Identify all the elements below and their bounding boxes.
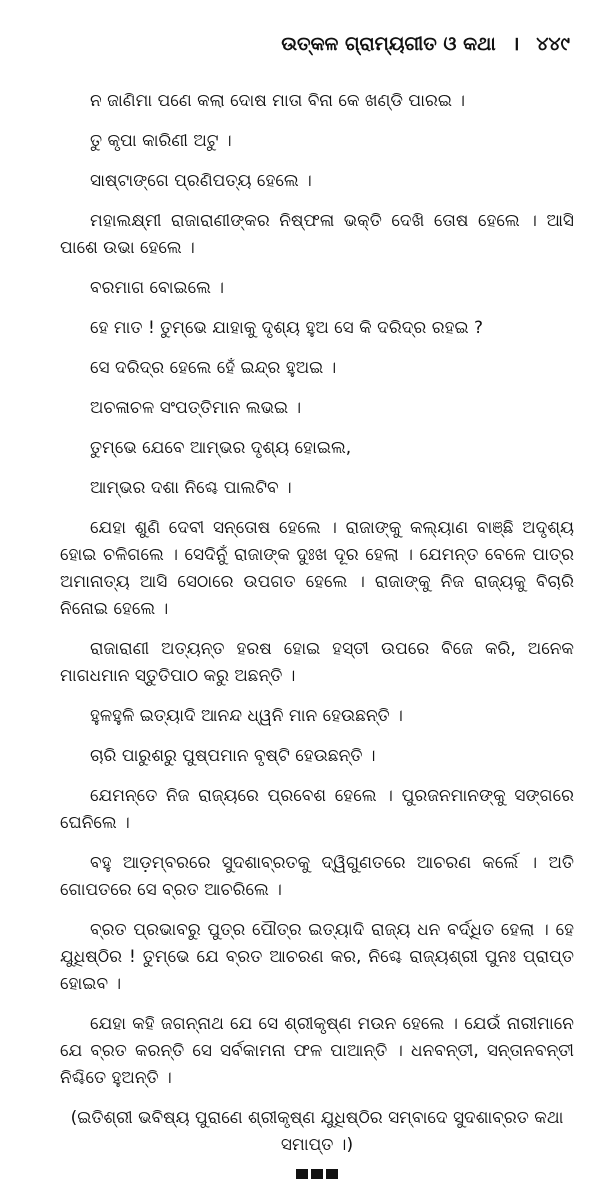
paragraph: ଅଚଳାଚଳ ସଂପତ୍ତିମାନ ଲଭଇ । [90, 398, 302, 418]
paragraph: ସାଷ୍ଟାଙ୍ଗେ ପ୍ରଣିପତ୍ୟ ହେଲେ । [90, 171, 312, 191]
paragraph: ସେ ଦରିଦ୍ର ହେଲେ ହେଁ ଇନ୍ଦ୍ର ହୁଅଇ । [90, 358, 337, 378]
paragraph: ନ ଜାଣିମା ପଣେ କଲା ଦୋଷ ମାତା ବିନା କେ ଖଣ୍ଡି ପାରଇ । [90, 91, 466, 111]
paragraph: ରାଜାରାଣୀ ଅତ୍ୟନ୍ତ ହରଷ ହୋଇ ହସ୍ତୀ ଉପରେ ବିଜେ କରି, ଅନେକ ମାଗଧମାନ ସ୍ତୁତିପାଠ କରୁ ଅଛନ୍ତି । [60, 639, 574, 686]
paragraph: ତୁ କୃପା କାରିଣୀ ଅଟୁ । [90, 131, 232, 151]
paragraph: ଆମ୍ଭର ଦଶା ନିଶ୍ଚେ ପାଲଟିବ । [90, 478, 292, 498]
paragraph: ତୁମ୍ଭେ ଯେବେ ଆମ୍ଭର ଦୃଶ୍ୟ ହୋଇଲ, [90, 438, 352, 458]
paragraph: ବ୍ରତ ପ୍ରଭାବରୁ ପୁତ୍ର ପୌତ୍ର ଇତ୍ୟାଦି ରାଜ୍ୟ ଧନ ବର୍ଦ୍ଧିତ ହେଲା । ହେ ଯୁଧିଷ୍ଠିର ! ତୁମ୍ଭେ ଯେ ବ୍ରତ ଆଚରଣ କର, ନିଶ୍ଚେ ରାଜ୍ୟଶ୍ରୀ ପୁନଃ ପ୍ରାପ୍ତ ହୋଇବ । [60, 920, 574, 994]
page-header [281, 30, 570, 56]
header-separator: । [512, 33, 520, 55]
paragraph: ମହାଲକ୍ଷ୍ମୀ ରାଜାରାଣୀଙ୍କର ନିଷ୍ଫଳା ଭକ୍ତି ଦେଖି ତୋଷ ହେଲେ । ଆସି ପାଶେ ଉଭା ହେଲେ । [60, 211, 574, 258]
paragraph: ବରମାଗ ବୋଇଲେ । [90, 278, 225, 298]
paragraph: ଯେହା ଶୁଣି ଦେବୀ ସନ୍ତୋଷ ହେଲେ । ରାଜାଙ୍କୁ କଲ୍ୟାଣ ବାଞ୍ଛି ଅଦୃଶ୍ୟ ହୋଇ ଚଳିଗଲେ । ସେଦିନୁଁ ରାଜାଙ୍କ ଦୁଃଖ ଦୂର ହେଲା । ଯେମନ୍ତ ବେଳେ ପାତ୍ର ଅମାନାତ୍ୟ ଆସି ସେଠାରେ ଉପଗତ ହେଲେ । ରାଜାଙ୍କୁ ନିଜ ରାଜ୍ୟକୁ ବିଚାରି ନିନୋଇ ହେଲେ । [60, 518, 574, 619]
paragraph: ଯେହା କହି ଜଗନ୍ନାଥ ଯେ ସେ ଶ୍ରୀକୃଷ୍ଣ ମଉନ ହେଲେ । ଯେଉଁ ନାରୀମାନେ ଯେ ବ୍ରତ କରନ୍ତି ସେ ସର୍ବକାମନା ଫଳ ପାଆନ୍ତି । ଧନବନ୍ତୀ, ସନ୍ତାନବନ୍ତୀ ନିଶ୍ଚିତେ ହୁଅନ୍ତି । [60, 1014, 574, 1088]
page-number: ୪୪୯ [536, 33, 570, 55]
end-mark-square [311, 1169, 323, 1179]
closing-colophon: (ଇତିଶ୍ରୀ ଭବିଷ୍ୟ ପୁରାଣେ ଶ୍ରୀକୃଷ୍ଣ ଯୁଧିଷ୍ଠିର ସମ୍ବାଦେ ସୁଦଶାବ୍ରତ କଥା ସମାପ୍ତ ।) [70, 1108, 564, 1155]
end-mark-square [326, 1169, 338, 1179]
paragraph: ଚାରି ପାରୁଶରୁ ପୁଷ୍ପମାନ ବୃଷ୍ଟି ହେଉଛନ୍ତି । [90, 746, 376, 766]
end-ornament [60, 1169, 574, 1179]
paragraph: ହୁଳହୁଳି ଇତ୍ୟାଦି ଆନନ୍ଦ ଧ୍ୱନି ମାନ ହେଉଛନ୍ତି । [90, 706, 403, 726]
page-body [60, 88, 574, 1179]
paragraph: ବହୁ ଆଡ଼ମ୍ବରରେ ସୁଦଶାବ୍ରତକୁ ଦ୍ୱିଗୁଣତରେ ଆଚରଣ କର୍ଲେ । ଅତି ଗୋପତରେ ସେ ବ୍ରତ ଆଚରିଲେ । [60, 853, 574, 900]
running-title: ଉତ୍କଳ ଗ୍ରାମ୍ୟଗୀତ ଓ କଥା [281, 33, 496, 55]
paragraph: ହେ ମାତ ! ତୁମ୍ଭେ ଯାହାକୁ ଦୃଶ୍ୟ ହୁଅ ସେ କି ଦରିଦ୍ର ରହଇ ? [90, 318, 484, 338]
end-mark-square [296, 1169, 308, 1179]
paragraph: ଯେମନ୍ତେ ନିଜ ରାଜ୍ୟରେ ପ୍ରବେଶ ହେଲେ । ପୁରଜନମାନଙ୍କୁ ସଙ୍ଗରେ ଘେନିଲେ । [60, 786, 574, 833]
